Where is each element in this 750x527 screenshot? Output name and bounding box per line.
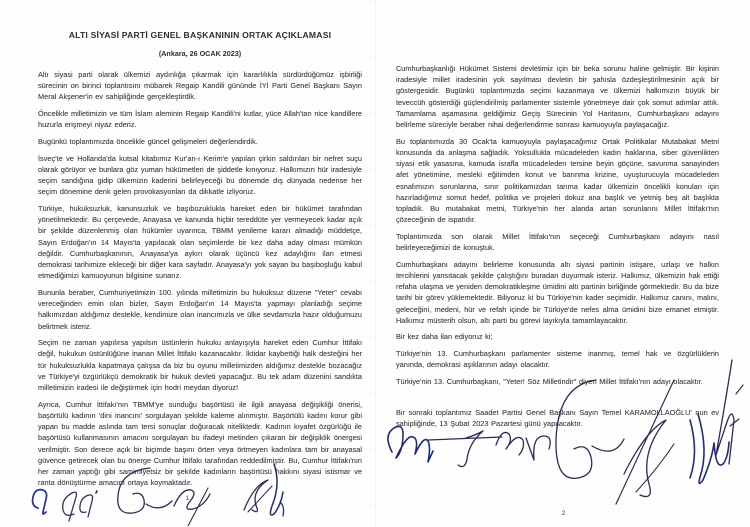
paragraph: Bir kez daha ilan ediyoruz ki;: [396, 332, 493, 342]
document-subtitle: (Ankara, 26 OCAK 2023): [158, 49, 242, 58]
paragraph: Cumhurbaşkanı adayını belirleme konusunda altı siyasi partinin istişare, uzlaşı ve halkın tercihlerini yansıtacak şekilde çalıştığını buradan duyurmak isteriz. Halkımız, ülkemizin hak ettiği refaha ulaşma ve yeniden demokratikleşme ümidini altı partinin birliğinde görmektedir. Bu da bize tarihi bir görev yüklemektedir. Biliyoruz ki bu Türkiye'nin kader seçimidir. Halkımız canını, malını, geleceğini, medeni, hür ve refah içinde bir Türkiye'de nefes alma ümidini bize emanet etmiştir. Halkımız müsterih olsun, altı parti bu görevi layıkıyla tamamlayacaktır.: [396, 259, 719, 325]
paragraph: Ayrıca, Cumhur İttifakı'nın TBMM'ye sunduğu başörtüsü ile ilgili anayasa değişikliği önerisi, başörtülü kadının 'dini inancını' sorgulayan şekilde kaleme alınmıştır. Başörtülü kadını korur gibi yapan bu madde aslında tam tersi sonuçlar doğuracak niteliktedir. Kadının kıyafet özgürlüğü ile başörtüsü kullanmasının amacını sorgulayan bu ifadeyi metinden çıkaran bir değişiklik önergesi verilmiştir. Son derece açık bir biçimde başını örten veya örtmeyen kadınlara tam bir anayasal güvence getirecek olan bu önerge Cumhur İttifakı tarafından reddedilmiştir. Bu, Cumhur İttifakı'nın her zaman yaptığı gibi samimiyetsiz bir şekilde kadınların başörtüsü hakkını siyasi istismar ve ranta dönüştürme amacını ortaya koymaktadır.: [38, 399, 362, 488]
paragraph: İsveç'te ve Hollanda'da kutsal kitabımız Kur'an-ı Kerim'e yapılan çirkin saldırıları bir nefret suçu olarak görüyor ve bunlara göz yuman hükümetleri de şiddetle kınıyoruz. Halkımızın hür iradesiyle seçim sandığına gidip ülkemizin kaderini belirleyeceği bu dönemde dış dünyada nedense her seçim dönemine denk gelen provokasyonları da dikkatle izliyoruz.: [38, 153, 362, 197]
paragraph: Toplantımızda son olarak Millet İttifakı'nın seçeceği Cumhurbaşkanı adayını nasıl belirleyeceğimizi de konuştuk.: [396, 231, 719, 253]
paragraph: Türkiye, hukuksuzluk, kanunsuzluk ve başıbozuklukla hareket eden bir hükümet tarafından yönetilmektedir. Bu çerçevede, Anayasa ve kanunda hiçbir tereddüte yer vermeyecek kadar açık bir şekilde düzenlenmiş olan hükümler uyarınca, TBMM yenileme kararı almadığı müddetçe, Sayın Erdoğan'ın 14 Mayıs'ta yapılacak olan seçimlerde bir kez daha aday olması mümkün değildir. Cumhurbaşkanının, Anayasa'ya aykırı olarak üçüncü kez adaylığını ilan etmesi demokrasi tarihimize ekleceği bir diğer kara sayfadır. Anayasa'yı yok sayan bu başıboşluğu kabul etmediğimizi kamuoyunun bilgisine sunarız.: [38, 204, 362, 281]
paragraph: Bununla beraber, Cumhuriyetimizin 100. yılında milletimizin bu hukuksuz düzene "Yeter" cevabı vereceğinden emin olan bizler, Sayın Erdoğan'ın 14 Mayıs'ta yapmayı planladığı seçime halkımızdan aldığımız destekle, kendimize olan inancımızla ve ülke sevdamızla hazır olduğumuzu belirtmek isteriz.: [38, 287, 362, 331]
page-1-content: [38, 30, 362, 494]
paragraph: Türkiye'nin 13. Cumhurbaşkanı, "Yeter! Söz Milletindir" diyen Millet İttifakı'nın adayı olacaktır.: [396, 377, 703, 387]
paragraph: Türkiye'nin 13. Cumhurbaşkanı parlamenter sisteme inanmış, temel hak ve özgürlüklerin yanında, demokrasi aşıklarının adayı olacaktır.: [396, 349, 719, 370]
paragraph: Bugünkü toplantımızda öncelikle güncel gelişmeleri değerlendirdik.: [38, 137, 258, 147]
paragraph: Cumhurbaşkanlığı Hükümet Sistemi devletimiz için bir beka sorunu haline gelmiştir. Bir kişinin iradesiyle millet iradesinin yok sayılması devletin bir şahısla özdeşleştirilmesinin açık bir göstergesidir. Bugünkü toplantımızda seçimi kazanmaya ve ülkemizi halkımızın büyük bir teveccüh gösterdiği güçlendirilmiş parlamenter sistemle yönetmeye dair çok somut adımlar attık. Tamamlama aşamasına geldiğimiz Geçiş Sürecinin Yol Haritasını, Cumhurbaşkanı adayını belirleme süreciyle beraber nihai değerlendirme sonrası kamuoyuyla paylaşacağız.: [396, 64, 719, 130]
paragraph: Bu toplantımızda 30 Ocak'ta kamuoyuyla paylaşacağımız Ortak Politikalar Mutabakat Metni konusunda da anlaşma sağladık. Yoksullukla mücadeleden kadın haklarına, siber güvenlikten siyasi etik yasasına, kamuda israfla mücadeleden tersine beyin göçüne, savunma sanayinden afet yönetimine, mesleki eğitimden konut ve barınma krizine, uyuşturucuyla mücadeleden esnafımızın sorunlarına, sınır politikamızdan tarıma kadar ülkemizin öncelikli konuları için hazırladığımız somut hedef, politika ve projeleri dokuz ana başlık ve yetmiş beş alt başlıkta topladık. Bu mutabakat metni, Türkiye'nin her alanda artan sorunlarını Millet İttifakı'nın çözeceğinin de ispatıdır.: [396, 136, 719, 225]
closing-paragraph: Bir sonraki toplantımız Saadet Partisi Genel Başkanı Sayın Temel KARAMOLLAOĞLU' nun ev sahipliğinde, 13 Şubat 2023 Pazartesi günü yapılacaktır.: [396, 408, 719, 429]
paragraph: Seçim ne zaman yapılırsa yapılsın üstünlerin hukuku anlayışıyla hareket eden Cumhur İttifakı değil, hukukun üstünlüğüne inanan Millet İttifakı kazanacaktır. İktidar kaybettiği halk desteğini her tür hukuksuzlukla kapatmaya çalışsa da biz bu oyunu milletimizden aldığımız destekle bozacağız ve Türkiye'yi özgürlükçü demokratik bir hukuk devleti yapacağız. Bu tek adam düzenini sandıkta milletimizin iradesi ile değiştirmek için hodri meydan diyoruz!: [38, 338, 362, 393]
document-title: ALTI SİYASİ PARTİ GENEL BAŞKANININ ORTAK AÇIKLAMASI: [68, 30, 332, 40]
paragraph: Altı siyasi parti olarak ülkemizi aydınlığa çıkarmak için kararlılıkla sürdürdüğümüz işbirliği sürecinin on birinci toplantısını mübarek Regaip Kandili gününde İYİ Parti Genel Başkanı Sayın Meral Akşener'in ev sahipliğinde gerçekleştirdik.: [38, 70, 362, 102]
page-2: [375, 0, 750, 527]
paragraph: Öncelikle milletimizin ve tüm İslam aleminin Regaip Kandili'ni kutlar, yüce Allah'tan nice kandillere huzurla erişmeyi niyaz ederiz.: [38, 109, 362, 130]
page-number-2: 2: [561, 510, 566, 517]
page-number-1: 1: [185, 495, 190, 502]
page-2-content: [396, 63, 719, 435]
